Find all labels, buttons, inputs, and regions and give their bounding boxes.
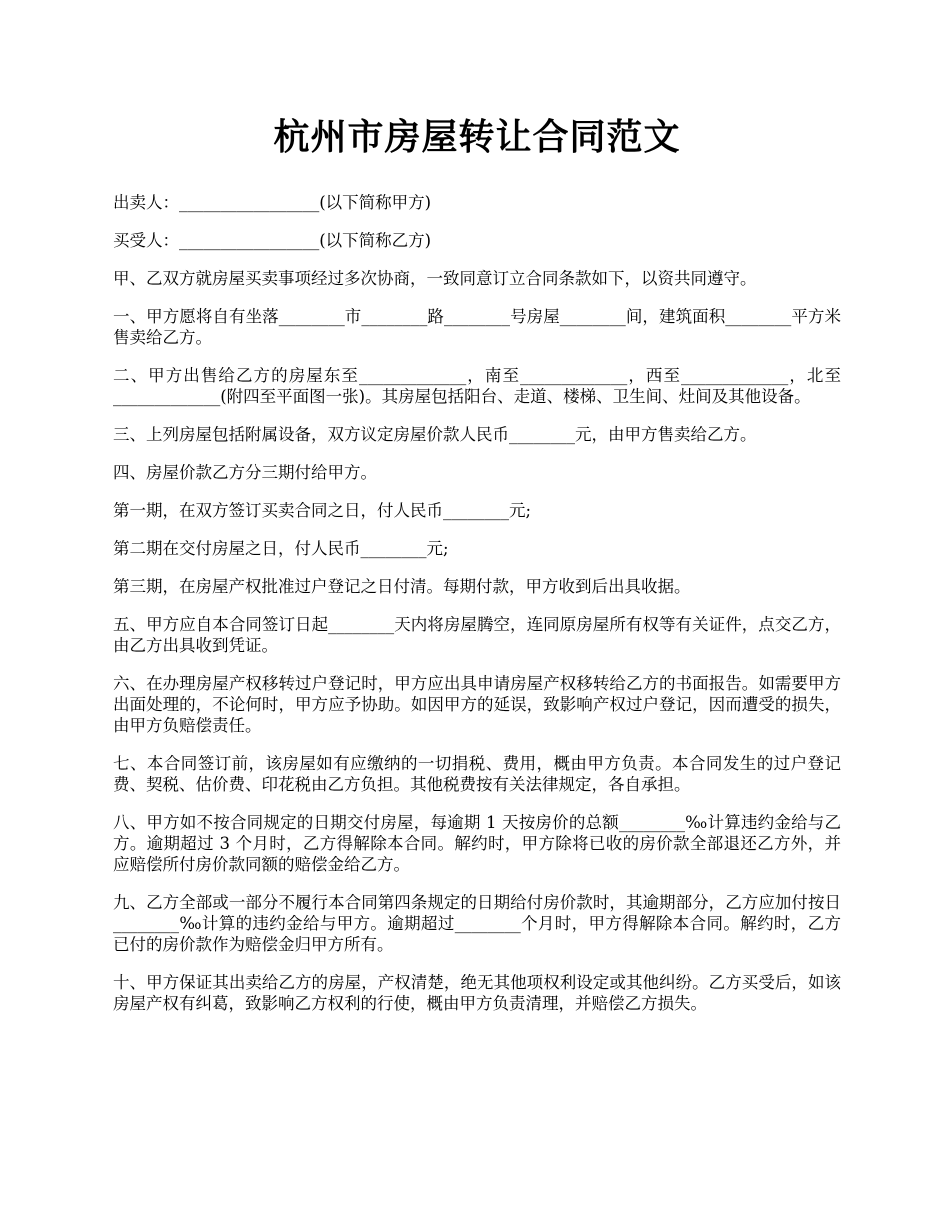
document-page	[113, 112, 841, 1031]
payment-phase-3: 第三期，在房屋产权批准过户登记之日付清。每期付款，甲方收到后出具收据。	[113, 577, 691, 596]
clause-2: 二、甲方出售给乙方的房屋东至_____________，南至_____________，西至_____________，北至_____________(附四至平面图一张)。其房屋包括阳台、走道、楼梯、卫生间、灶间及其他设备。	[113, 366, 841, 406]
payment-phase-1: 第一期，在双方签订买卖合同之日，付人民币________元;	[113, 501, 532, 520]
clause-3: 三、上列房屋包括附属设备，双方议定房屋价款人民币________元，由甲方售卖给乙方。	[113, 425, 757, 444]
seller-line: 出卖人：_________________(以下简称甲方)	[113, 193, 432, 212]
clause-7: 七、本合同签订前，该房屋如有应缴纳的一切捐税、费用，概由甲方负责。本合同发生的过户登记费、契税、估价费、印花税由乙方负担。其他税费按有关法律规定，各自承担。	[113, 754, 841, 794]
buyer-line: 买受人：_________________(以下简称乙方)	[113, 231, 432, 250]
preamble-paragraph: 甲、乙双方就房屋买卖事项经过多次协商，一致同意订立合同条款如下，以资共同遵守。	[113, 269, 757, 288]
clause-4: 四、房屋价款乙方分三期付给甲方。	[113, 463, 377, 482]
clause-8: 八、甲方如不按合同规定的日期交付房屋，每逾期 1 天按房价的总额________‰计算违约金给与乙方。逾期超过 3 个月时，乙方得解除本合同。解约时，甲方除将已收的房价款全部退还乙方外，并应赔偿所付房价款同额的赔偿金给乙方。	[113, 813, 841, 874]
clause-10: 十、甲方保证其出卖给乙方的房屋，产权清楚，绝无其他项权利设定或其他纠纷。乙方买受后，如该房屋产权有纠葛，致影响乙方权利的行使，概由甲方负责清理，并赔偿乙方损失。	[113, 973, 841, 1013]
document-title: 杭州市房屋转让合同范文	[273, 116, 681, 158]
clause-5: 五、甲方应自本合同签订日起________天内将房屋腾空，连同原房屋所有权等有关证件，点交乙方，由乙方出具收到凭证。	[113, 615, 841, 655]
clause-9: 九、乙方全部或一部分不履行本合同第四条规定的日期给付房价款时，其逾期部分，乙方应加付按日________‰计算的违约金给与甲方。逾期超过________个月时，甲方得解除本合同。解约时，乙方已付的房价款作为赔偿金归甲方所有。	[113, 893, 841, 954]
clause-1: 一、甲方愿将自有坐落________市________路________号房屋________间，建筑面积________平方米售卖给乙方。	[113, 307, 841, 347]
payment-phase-2: 第二期在交付房屋之日，付人民币________元;	[113, 539, 449, 558]
clause-6: 六、在办理房屋产权移转过户登记时，甲方应出具申请房屋产权移转给乙方的书面报告。如需要甲方出面处理的，不论何时，甲方应予协助。如因甲方的延误，致影响产权过户登记，因而遭受的损失，由甲方负赔偿责任。	[113, 674, 841, 735]
